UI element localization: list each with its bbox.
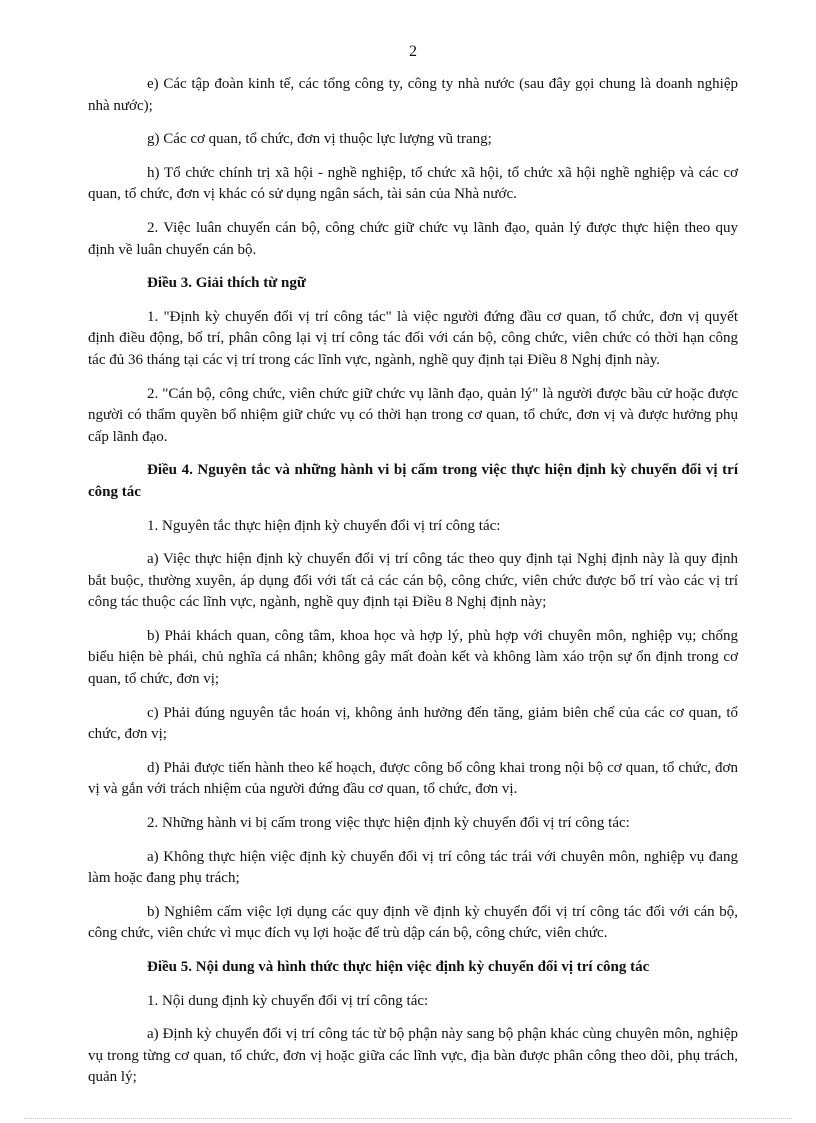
paragraph-definition-1: 1. "Định kỳ chuyển đổi vị trí công tác" là việc người đứng đầu cơ quan, tổ chức, đơn vị quyết định điều động, bố trí, phân công lại vị trí công tác đối với cán bộ, công chức, viên chức có thời hạn công tác đủ 36 tháng tại các vị trí trong các lĩnh vực, ngành, nghề quy định tại Điều 8 Nghị định này. — [88, 308, 738, 368]
paragraph-2-cadre-rotation: 2. Việc luân chuyển cán bộ, công chức giữ chức vụ lãnh đạo, quản lý được thực hiện theo quy định về luân chuyển cán bộ. — [88, 219, 738, 258]
paragraph-principle-b: b) Phải khách quan, công tâm, khoa học và hợp lý, phù hợp với chuyên môn, nghiệp vụ; chống biểu hiện bè phái, chủ nghĩa cá nhân; không gây mất đoàn kết và không làm xáo trộn sự ổn định trong cơ quan, tổ chức, đơn vị; — [88, 627, 738, 688]
paragraph-principle-c: c) Phải đúng nguyên tắc hoán vị, không ảnh hưởng đến tăng, giảm biên chế của các cơ quan, tổ chức, đơn vị; — [88, 704, 738, 743]
paragraph-principle-d: d) Phải được tiến hành theo kế hoạch, được công bố công khai trong nội bộ cơ quan, tổ chức, đơn vị và gắn với trách nhiệm của người đứng đầu cơ quan, tổ chức, đơn vị. — [88, 759, 738, 798]
paragraph-e-economic-groups: e) Các tập đoàn kinh tế, các tổng công ty, công ty nhà nước (sau đây gọi chung là doanh nghiệp nhà nước); — [88, 76, 738, 114]
paragraph-content-a: a) Định kỳ chuyển đổi vị trí công tác từ bộ phận này sang bộ phận khác cùng chuyên môn, nghiệp vụ trong từng cơ quan, tổ chức, đơn vị hoặc giữa các lĩnh vực, địa bàn được phân công theo dõi, phụ trách, quản lý; — [88, 1026, 738, 1086]
article-4-heading: Điều 4. Nguyên tắc và những hành vi bị cấm trong việc thực hiện định kỳ chuyển đổi vị trí công tác — [88, 462, 738, 500]
paragraph-prohibited-a: a) Không thực hiện việc định kỳ chuyển đổi vị trí công tác trái với chuyên môn, nghiệp vụ đang làm hoặc đang phụ trách; — [88, 848, 738, 887]
article-3-heading: Điều 3. Giải thích từ ngữ — [147, 275, 306, 292]
paragraph-definition-2: 2. "Cán bộ, công chức, viên chức giữ chức vụ lãnh đạo, quản lý" là người được bầu cử hoặc được người có thẩm quyền bổ nhiệm giữ chức vụ có thời hạn trong cơ quan, tổ chức, đơn vị và được hưởng phụ cấp lãnh đạo. — [88, 385, 738, 445]
paragraph-content-intro: 1. Nội dung định kỳ chuyển đổi vị trí công tác: — [147, 992, 429, 1009]
paragraph-principles-intro: 1. Nguyên tắc thực hiện định kỳ chuyển đổi vị trí công tác: — [147, 517, 501, 534]
page-number: 2 — [409, 43, 417, 60]
document-page — [88, 42, 738, 1101]
paragraph-g-armed-forces: g) Các cơ quan, tổ chức, đơn vị thuộc lực lượng vũ trang; — [147, 131, 492, 148]
page-bottom-divider — [24, 1118, 792, 1119]
article-5-heading: Điều 5. Nội dung và hình thức thực hiện việc định kỳ chuyển đổi vị trí công tác — [147, 959, 650, 975]
paragraph-prohibited-b: b) Nghiêm cấm việc lợi dụng các quy định về định kỳ chuyển đổi vị trí công tác đối với cán bộ, công chức, viên chức vì mục đích vụ lợi hoặc để trù dập cán bộ, công chức, viên chức. — [88, 903, 738, 942]
paragraph-prohibited-intro: 2. Những hành vi bị cấm trong việc thực hiện định kỳ chuyển đổi vị trí công tác: — [147, 815, 630, 832]
paragraph-h-social-organizations: h) Tổ chức chính trị xã hội - nghề nghiệp, tổ chức xã hội, tổ chức xã hội nghề nghiệp và các cơ quan, tổ chức, đơn vị khác có sử dụng ngân sách, tài sản của Nhà nước. — [88, 164, 738, 203]
paragraph-principle-a: a) Việc thực hiện định kỳ chuyển đổi vị trí công tác theo quy định tại Nghị định này là quy định bắt buộc, thường xuyên, áp dụng đối với tất cả các cán bộ, công chức, viên chức được bố trí vào các vị trí công tác thuộc các lĩnh vực, ngành, nghề quy định tại Điều 8 Nghị định này; — [88, 551, 738, 611]
